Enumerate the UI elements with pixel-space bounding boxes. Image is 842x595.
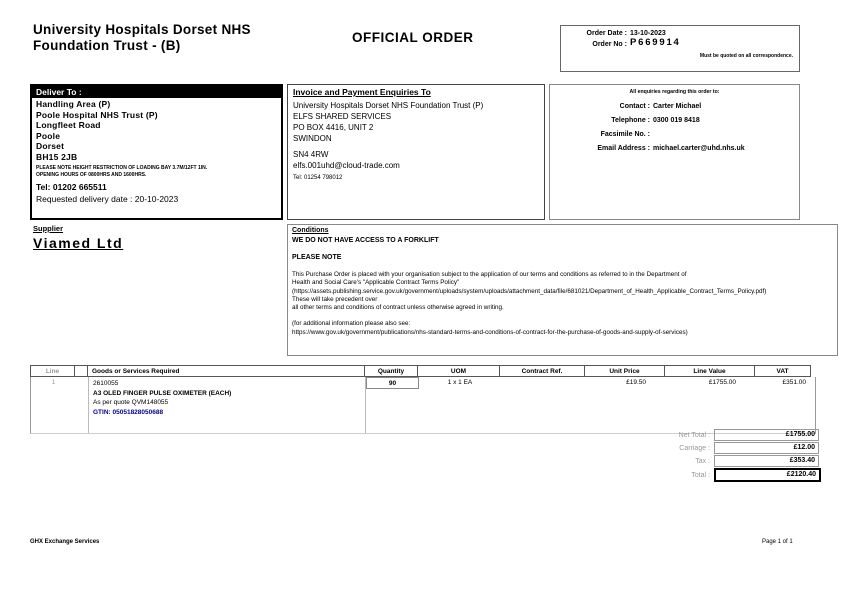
order-no-value: P669914 xyxy=(630,37,681,48)
requested-delivery-date: Requested delivery date : 20-10-2023 xyxy=(36,194,179,204)
footer-page-number: Page 1 of 1 xyxy=(762,539,793,545)
grand-total-row xyxy=(634,468,821,482)
deliver-line: Poole Hospital NHS Trust (P) xyxy=(36,109,158,120)
additional-info-line: (for additional information please also see: xyxy=(292,320,411,328)
grand-total-label: Total : xyxy=(691,471,710,479)
conditions-header: Conditions xyxy=(292,227,329,234)
tax-label: Tax : xyxy=(695,457,710,465)
item-uom: 1 x 1 EA xyxy=(447,379,473,386)
invoice-postcode: SN4 4RW xyxy=(293,150,329,159)
invoice-enquiries-header: Invoice and Payment Enquiries To xyxy=(293,87,431,97)
net-total-row xyxy=(634,429,821,441)
conditions-box xyxy=(287,224,838,356)
telephone-row xyxy=(554,116,795,125)
contact-row xyxy=(554,102,795,111)
item-spacer-cell xyxy=(76,377,89,433)
col-header-quantity: Quantity xyxy=(365,365,418,377)
net-total-value: £1755.00 xyxy=(714,429,819,441)
item-goods-cell xyxy=(89,377,366,433)
carriage-label: Carriage : xyxy=(679,444,710,452)
terms-line: all other terms and conditions of contract unless otherwise agreed in writing. xyxy=(292,304,504,312)
supplier-name: Viamed Ltd xyxy=(33,235,124,251)
col-header-line-value: Line Value xyxy=(665,365,755,377)
totals-block xyxy=(634,429,821,483)
item-line-number: 1 xyxy=(51,379,56,386)
page-title: University Hospitals Dorset NHS Foundation Trust - (B) xyxy=(33,22,251,53)
col-header-unit-price: Unit Price xyxy=(585,365,665,377)
items-table xyxy=(30,365,816,434)
deliver-to-header: Deliver To : xyxy=(32,86,281,98)
forklift-note: WE DO NOT HAVE ACCESS TO A FORKLIFT xyxy=(292,237,439,244)
telephone-label: Telephone : xyxy=(611,117,650,124)
deliver-line: Dorset xyxy=(36,141,65,151)
telephone-value: 0300 019 8418 xyxy=(653,117,700,124)
terms-line: These will take precedent over xyxy=(292,295,378,303)
facsimile-row xyxy=(554,130,795,139)
deliver-to-box xyxy=(30,84,283,220)
order-quote-note: Must be quoted on all correspondence. xyxy=(699,53,793,59)
deliver-postcode: BH15 2JB xyxy=(36,151,78,162)
facsimile-label: Facsimile No. : xyxy=(600,131,650,138)
invoice-line: PO BOX 4416, UNIT 2 xyxy=(293,123,374,132)
deliver-line: Handling Area (P) xyxy=(36,99,111,109)
invoice-enquiries-box xyxy=(287,84,545,220)
terms-policy-url: (https://assets.publishing.service.gov.uk/government/uploads/system/uploads/attachment_data/file/681021/Department_of_Health_Applicable_Contract_Terms_Policy.pdf) xyxy=(292,287,767,295)
invoice-line: ELFS SHARED SERVICES xyxy=(293,112,392,121)
net-total-label: Net Total : xyxy=(678,431,710,439)
order-summary-box xyxy=(560,25,800,72)
order-enquiries-header: All enquiries regarding this order to: xyxy=(629,89,720,95)
contact-value: Carter Michael xyxy=(653,103,702,110)
terms-line: This Purchase Order is placed with your organisation subject to the application of our terms and conditions as referred to in the Department of xyxy=(292,271,687,278)
item-gtin: GTIN: 05051828050688 xyxy=(93,408,164,416)
terms-paragraph xyxy=(292,271,833,312)
email-row xyxy=(554,144,795,153)
col-header-contract-ref: Contract Ref. xyxy=(500,365,585,377)
col-header-line: Line xyxy=(30,365,75,377)
terms-line: Health and Social Care's "Applicable Contract Terms Policy" xyxy=(292,279,460,287)
invoice-email: elfs.001uhd@cloud-trade.com xyxy=(293,161,400,170)
item-vat: £351.00 xyxy=(782,379,806,386)
please-note: PLEASE NOTE xyxy=(292,254,342,261)
grand-total-value: £2120.40 xyxy=(714,468,821,482)
facsimile-value xyxy=(650,130,653,139)
col-header-spacer xyxy=(75,365,88,377)
items-table-header-row xyxy=(30,365,816,377)
order-enquiries-box xyxy=(549,84,800,220)
contact-label: Contact : xyxy=(619,103,650,110)
invoice-line: University Hospitals Dorset NHS Foundation Trust (P) xyxy=(293,101,484,110)
item-quantity-cell xyxy=(366,377,419,433)
deliver-line: Longfleet Road xyxy=(36,120,101,130)
invoice-tel: Tel: 01254 798012 xyxy=(293,175,343,181)
loading-bay-note: PLEASE NOTE HEIGHT RESTRICTION OF LOADING BAY 3.7M/12FT 1IN. xyxy=(36,165,208,171)
item-quantity-value: 90 xyxy=(366,377,419,389)
order-date-label: Order Date : xyxy=(586,30,627,37)
col-header-goods: Goods or Services Required xyxy=(88,365,365,377)
order-no-label: Order No : xyxy=(592,41,627,48)
deliver-tel: Tel: 01202 665511 xyxy=(36,182,107,192)
email-value: michael.carter@uhd.nhs.uk xyxy=(653,145,745,152)
opening-hours-note: OPENING HOURS OF 0800HRS AND 1600HRS. xyxy=(36,171,147,178)
order-date-value: 13-10-2023 xyxy=(630,30,666,37)
deliver-line: Poole xyxy=(36,130,61,141)
supplier-label: Supplier xyxy=(33,224,64,233)
col-header-vat: VAT xyxy=(755,365,811,377)
nhs-terms-url: https://www.gov.uk/government/publications/nhs-standard-terms-and-conditions-of-contract-for-the-purchase-of-goods-and-supply-of-services) xyxy=(292,328,688,336)
footer-service-name: GHX Exchange Services xyxy=(30,539,100,545)
carriage-row xyxy=(634,442,821,454)
item-line-value: £1755.00 xyxy=(708,379,736,386)
item-description: A3 OLED FINGER PULSE OXIMETER (EACH) xyxy=(93,389,232,397)
item-unit-price: £19.50 xyxy=(626,379,646,386)
invoice-line: SWINDON xyxy=(293,134,332,143)
item-quote-note: As per quote QVM148055 xyxy=(93,399,169,406)
order-no-row xyxy=(567,37,793,49)
email-label: Email Address : xyxy=(597,145,650,152)
item-row xyxy=(30,377,816,434)
deliver-to-body xyxy=(32,98,281,205)
additional-info-paragraph xyxy=(292,320,833,337)
tax-value: £353.40 xyxy=(714,455,819,467)
doc-type-title: OFFICIAL ORDER xyxy=(352,30,474,45)
col-header-uom: UOM xyxy=(418,365,500,377)
item-code: 2610055 xyxy=(93,380,119,387)
tax-row xyxy=(634,455,821,467)
item-contract-ref xyxy=(501,377,586,433)
carriage-value: £12.00 xyxy=(714,442,819,454)
